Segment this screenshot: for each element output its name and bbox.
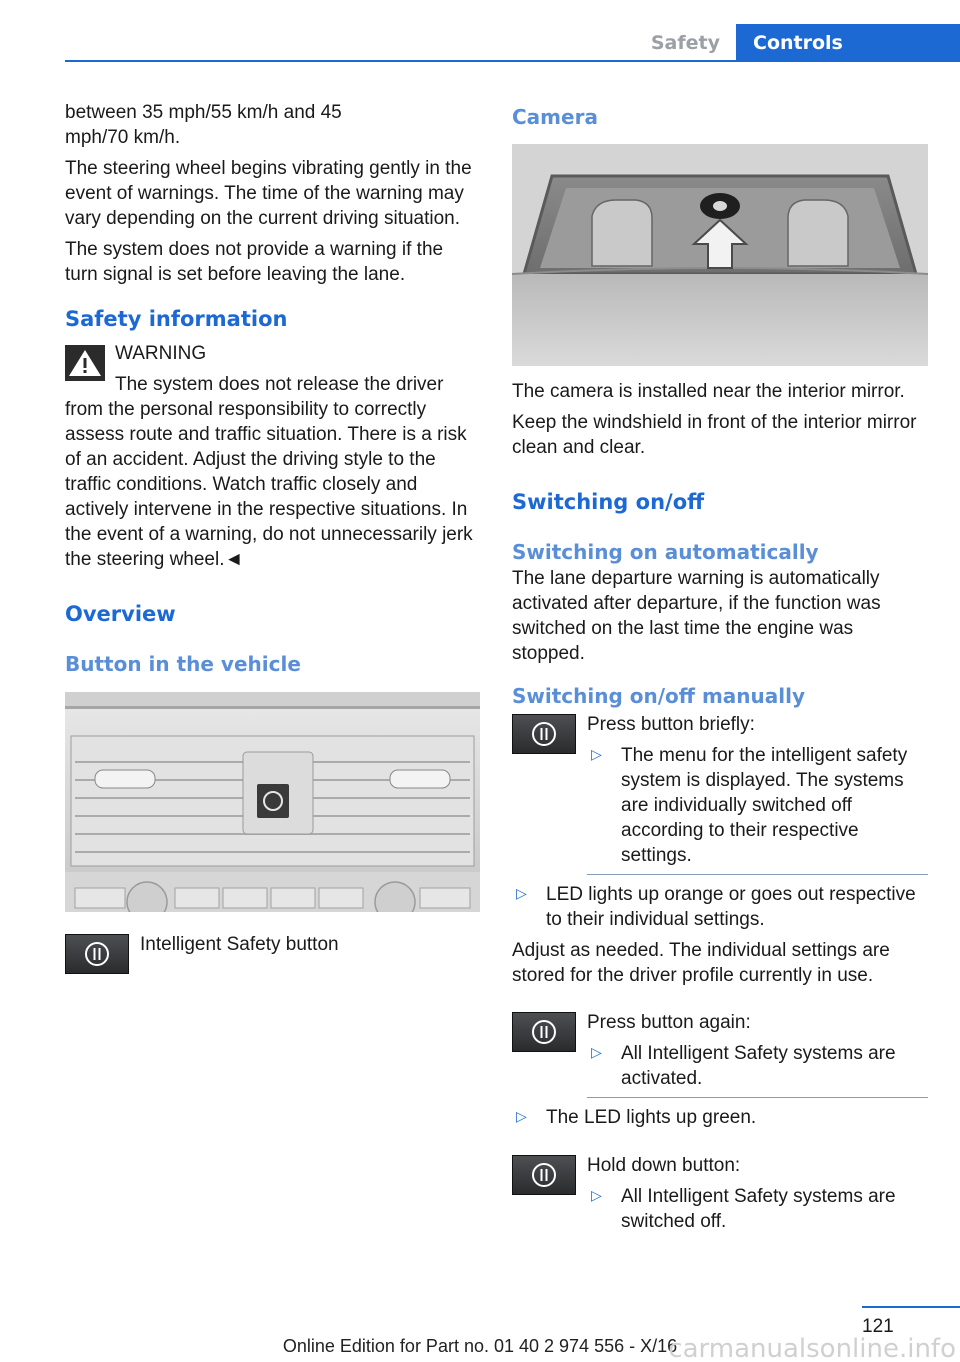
page-number: 121 — [862, 1316, 894, 1337]
list-item — [587, 1184, 928, 1234]
intelligent-safety-button-icon — [65, 934, 129, 974]
bullet-led-text: LED lights up orange or goes out respective to their individual settings. — [546, 884, 916, 930]
intelligent-safety-button-icon — [512, 1012, 576, 1052]
adjust-text: Adjust as needed. The individual settings are stored for the driver profile currently in use. — [512, 940, 890, 986]
bullet-green-text: The LED lights up green. — [546, 1107, 757, 1128]
warning-label: WARNING — [115, 343, 207, 364]
header-section-tab: Safety — [650, 32, 720, 54]
speed-range-text: between 35 mph/55 km/h and 45 mph/70 km/h. — [65, 102, 342, 148]
list-item — [512, 882, 928, 932]
press-briefly-text: Press button briefly: — [587, 714, 755, 735]
camera-heading: Camera — [512, 105, 598, 129]
footer-edition: Online Edition for Part no. 01 40 2 974 556 - X/16 — [282, 1336, 678, 1356]
camera-photo — [512, 144, 928, 366]
warning-block — [65, 341, 481, 572]
switching-heading: Switching on/off — [512, 490, 705, 514]
press-again-text: Press button again: — [587, 1012, 751, 1033]
bullet-triangle-icon: ▷ — [591, 1045, 602, 1061]
header-rule — [65, 60, 960, 62]
turn-signal-text: The system does not provide a warning if the turn signal is set before leaving the lane. — [65, 239, 444, 285]
bullet-all-off-text: All Intelligent Safety systems are switched off. — [621, 1186, 896, 1232]
warning-text: The system does not release the driver from the personal responsibility to correctly assess route and traffic situation. There is a risk of an accident. Adjust the driving style to the traffic conditions. Watch traffic closely and actively intervene in the respective situations. In the event of a warning, do not unnecessarily jerk the steering wheel.◄ — [65, 374, 473, 570]
bullet-all-on-text: All Intelligent Safety systems are activated. — [621, 1043, 896, 1089]
switching-manual-heading: Switching on/off manually — [512, 684, 806, 708]
list-item — [587, 1041, 928, 1091]
intelligent-safety-button-icon — [512, 1155, 576, 1195]
hold-down-text: Hold down button: — [587, 1155, 741, 1176]
warning-triangle-icon — [65, 345, 105, 381]
vibration-text: The steering wheel begins vibrating gently in the event of warnings. The time of the warning may vary depending on the current driving situation. — [65, 158, 472, 229]
safety-info-heading: Safety information — [65, 307, 288, 331]
footer-rule — [862, 1306, 960, 1308]
button-in-vehicle-heading: Button in the vehicle — [65, 652, 301, 676]
bullet-triangle-icon: ▷ — [516, 886, 527, 902]
list-item — [512, 1105, 928, 1130]
divider — [587, 1097, 928, 1098]
watermark: carmanualsonline.info — [668, 1334, 956, 1362]
press-again-block — [512, 1010, 928, 1130]
vehicle-button-photo — [65, 692, 480, 912]
overview-heading: Overview — [65, 602, 176, 626]
press-briefly-block — [512, 712, 928, 932]
hold-down-block — [512, 1153, 928, 1234]
header-chapter-tab: Controls — [736, 24, 960, 62]
list-item — [587, 743, 928, 868]
left-column — [65, 100, 481, 974]
switching-auto-heading: Switching on automatically — [512, 540, 819, 564]
camera-location-text: The camera is installed near the interior mirror. — [512, 381, 905, 402]
camera-clean-text: Keep the windshield in front of the interior mirror clean and clear. — [512, 412, 917, 458]
bullet-triangle-icon: ▷ — [591, 1188, 602, 1204]
bullet-triangle-icon: ▷ — [591, 747, 602, 763]
bullet-menu-text: The menu for the intelligent safety system is displayed. The systems are individually switched off according to their respective settings. — [621, 745, 908, 866]
right-column — [512, 100, 928, 1234]
button-caption: Intelligent Safety button — [140, 934, 339, 955]
bullet-triangle-icon: ▷ — [516, 1109, 527, 1125]
divider — [587, 874, 928, 875]
button-caption-row — [65, 932, 481, 957]
intelligent-safety-button-icon — [512, 714, 576, 754]
switching-auto-text: The lane departure warning is automatically activated after departure, if the function was switched on the last time the engine was stopped. — [512, 568, 881, 664]
